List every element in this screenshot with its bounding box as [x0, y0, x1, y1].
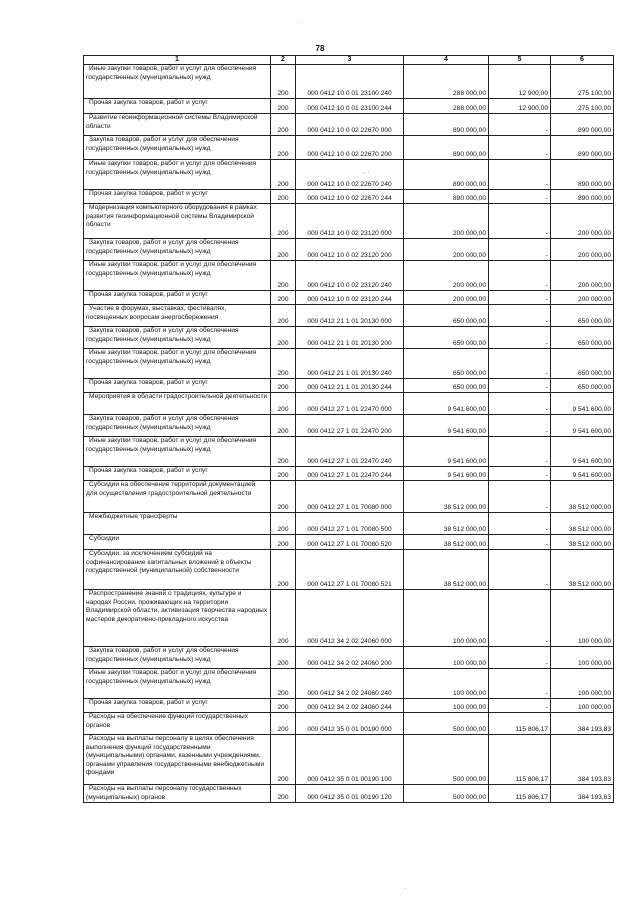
- row-name-text: Модернизация компьютерного оборудования в рамках развития геоинформационной системы Владимирской области: [86, 204, 257, 229]
- row-name-cell: [84, 415, 271, 437]
- row-kbk-cell: 000 0412 35 0 01 00190 100: [296, 735, 404, 785]
- row-code-cell: 200: [271, 305, 296, 327]
- table-row: [84, 305, 614, 327]
- row-name-cell: [84, 467, 271, 481]
- row-name-text: Иные закупки товаров, работ и услуг для обеспечения государственных (муниципальных) нужд: [86, 437, 257, 453]
- row-kbk-cell: 000 0412 10 0 02 23120 200: [296, 239, 404, 261]
- table-row: [84, 291, 614, 305]
- row-planned-cell: 890 000,00: [404, 136, 489, 160]
- row-planned-cell: 38 512 000,00: [404, 535, 489, 550]
- row-name-cell: [84, 190, 271, 204]
- row-kbk-cell: 000 0412 34 2 02 24060 000: [296, 590, 404, 647]
- row-remaining-cell: 650 000,00: [551, 349, 614, 379]
- row-kbk-cell: 000 0412 27 1 01 22470 244: [296, 467, 404, 481]
- row-kbk-cell: 000 0412 27 1 01 22470 200: [296, 415, 404, 437]
- row-planned-cell: 890 000,00: [404, 114, 489, 136]
- column-header: 4: [404, 56, 489, 65]
- row-remaining-cell: 384 193,83: [551, 735, 614, 785]
- row-remaining-cell: 200 000,00: [551, 261, 614, 291]
- scan-artifact: · ·: [296, 20, 302, 26]
- row-kbk-cell: 000 0412 10 0 02 23120 000: [296, 204, 404, 239]
- row-name-cell: [84, 261, 271, 291]
- table-row: [84, 204, 614, 239]
- row-executed-cell: -: [489, 415, 551, 437]
- row-remaining-cell: 275 100,00: [551, 99, 614, 114]
- row-planned-cell: 200 000,00: [404, 291, 489, 305]
- row-executed-cell: -: [489, 305, 551, 327]
- row-name-cell: [84, 669, 271, 699]
- row-name-text: Иные закупки товаров, работ и услуг для обеспечения государственных (муниципальных) нужд: [86, 261, 257, 277]
- row-name-text: Расходы на обеспечение функций государственных органов: [86, 713, 249, 729]
- row-planned-cell: 650 000,00: [404, 379, 489, 393]
- row-kbk-cell: 000 0412 27 1 01 70080 520: [296, 535, 404, 550]
- row-name-cell: [84, 513, 271, 535]
- row-kbk-cell: 000 0412 21 1 01 20130 000: [296, 305, 404, 327]
- row-code-cell: 200: [271, 160, 296, 190]
- row-name-cell: [84, 99, 271, 114]
- row-kbk-cell: 000 0412 35 0 01 00190 000: [296, 713, 404, 735]
- row-remaining-cell: 384 193,83: [551, 785, 614, 803]
- row-remaining-cell: 890 000,00: [551, 160, 614, 190]
- table-row: [84, 349, 614, 379]
- row-code-cell: 200: [271, 349, 296, 379]
- row-remaining-cell: 38 512 000,00: [551, 535, 614, 550]
- row-code-cell: 200: [271, 379, 296, 393]
- row-name-text: Субсидии на обеспечение территорий документацией для осуществления градостроительной деятельности: [86, 481, 256, 497]
- table-row: [84, 669, 614, 699]
- row-kbk-cell: 000 0412 10 0 01 23100 244: [296, 99, 404, 114]
- row-executed-cell: -: [489, 239, 551, 261]
- table-body: [84, 65, 614, 803]
- row-code-cell: 200: [271, 785, 296, 803]
- row-kbk-cell: 000 0412 35 0 01 00190 120: [296, 785, 404, 803]
- row-remaining-cell: 38 512 000,00: [551, 513, 614, 535]
- row-executed-cell: -: [489, 204, 551, 239]
- row-kbk-cell: 000 0412 10 0 02 23120 244: [296, 291, 404, 305]
- row-name-text: Закупка товаров, работ и услуг для обеспечения государственных (муниципальных) нужд: [86, 647, 239, 663]
- row-code-cell: 200: [271, 65, 296, 99]
- budget-table: [83, 55, 614, 803]
- row-name-cell: [84, 481, 271, 513]
- row-executed-cell: 115 806,17: [489, 785, 551, 803]
- row-kbk-cell: 000 0412 27 1 01 22470 240: [296, 437, 404, 467]
- row-code-cell: 200: [271, 590, 296, 647]
- table-row: [84, 437, 614, 467]
- row-code-cell: 200: [271, 713, 296, 735]
- table-row: [84, 467, 614, 481]
- row-code-cell: 200: [271, 550, 296, 590]
- row-name-cell: [84, 65, 271, 99]
- row-remaining-cell: 650 000,00: [551, 327, 614, 349]
- row-name-text: Иные закупки товаров, работ и услуг для обеспечения государственных (муниципальных) нужд: [86, 349, 257, 365]
- row-planned-cell: 200 000,00: [404, 204, 489, 239]
- row-planned-cell: 500 000,00: [404, 735, 489, 785]
- row-executed-cell: -: [489, 513, 551, 535]
- row-planned-cell: 200 000,00: [404, 261, 489, 291]
- row-executed-cell: -: [489, 699, 551, 713]
- column-header: 6: [551, 56, 614, 65]
- column-header: 2: [271, 56, 296, 65]
- row-planned-cell: 288 000,00: [404, 99, 489, 114]
- row-name-cell: [84, 590, 271, 647]
- row-name-text: Субсидии: [89, 535, 120, 543]
- table-row: [84, 379, 614, 393]
- scan-artifact: ·. ·: [362, 170, 370, 176]
- table-row: [84, 513, 614, 535]
- row-remaining-cell: 9 541 600,00: [551, 415, 614, 437]
- row-remaining-cell: 9 541 600,00: [551, 437, 614, 467]
- row-code-cell: 200: [271, 647, 296, 669]
- row-name-text: Иные закупки товаров, работ и услуг для обеспечения государственных (муниципальных) нужд: [86, 65, 257, 81]
- row-name-text: Иные закупки товаров, работ и услуг для обеспечения государственных (муниципальных) нужд: [86, 669, 257, 685]
- page-number: 78: [315, 44, 325, 53]
- table-row: [84, 647, 614, 669]
- row-name-cell: [84, 735, 271, 785]
- row-name-cell: [84, 136, 271, 160]
- row-remaining-cell: 384 193,83: [551, 713, 614, 735]
- row-kbk-cell: 000 0412 10 0 02 23120 240: [296, 261, 404, 291]
- row-name-text: Закупка товаров, работ и услуг для обеспечения государственных (муниципальных) нужд: [86, 239, 239, 255]
- table-row: [84, 590, 614, 647]
- row-name-text: Прочая закупка товаров, работ и услуг: [89, 699, 208, 707]
- row-name-text: Развитие геоинформационной системы Владимирской области: [86, 114, 258, 130]
- column-header: 1: [84, 56, 271, 65]
- row-executed-cell: -: [489, 261, 551, 291]
- row-kbk-cell: 000 0412 21 1 01 20130 244: [296, 379, 404, 393]
- row-planned-cell: 38 512 000,00: [404, 513, 489, 535]
- row-kbk-cell: 000 0412 27 1 01 70080 000: [296, 481, 404, 513]
- row-planned-cell: 650 000,00: [404, 349, 489, 379]
- row-name-cell: [84, 713, 271, 735]
- scan-artifact: ·: [404, 886, 406, 892]
- row-remaining-cell: 890 000,00: [551, 136, 614, 160]
- row-name-text: Прочая закупка товаров, работ и услуг: [89, 99, 208, 107]
- row-code-cell: 200: [271, 535, 296, 550]
- row-executed-cell: -: [489, 327, 551, 349]
- row-remaining-cell: 9 541 600,00: [551, 393, 614, 415]
- row-remaining-cell: 275 100,00: [551, 65, 614, 99]
- row-name-text: Субсидии, за исключением субсидий на софинансирование капитальных вложений в объекты государственной (муниципальной) собственности: [86, 550, 252, 575]
- row-code-cell: 200: [271, 415, 296, 437]
- table-row: [84, 190, 614, 204]
- row-name-cell: [84, 291, 271, 305]
- row-executed-cell: -: [489, 136, 551, 160]
- table-row: [84, 99, 614, 114]
- row-remaining-cell: 38 512 000,00: [551, 481, 614, 513]
- table-row: [84, 481, 614, 513]
- row-code-cell: 200: [271, 735, 296, 785]
- row-remaining-cell: 200 000,00: [551, 239, 614, 261]
- table-row: [84, 327, 614, 349]
- row-kbk-cell: 000 0412 21 1 01 20130 200: [296, 327, 404, 349]
- row-planned-cell: 100 000,00: [404, 590, 489, 647]
- row-code-cell: 200: [271, 327, 296, 349]
- row-code-cell: 200: [271, 190, 296, 204]
- row-planned-cell: 288 000,00: [404, 65, 489, 99]
- row-code-cell: 200: [271, 114, 296, 136]
- row-planned-cell: 38 512 000,00: [404, 550, 489, 590]
- row-name-text: Закупка товаров, работ и услуг для обеспечения государственных (муниципальных) нужд: [86, 136, 239, 152]
- row-executed-cell: -: [489, 481, 551, 513]
- row-planned-cell: 650 000,00: [404, 305, 489, 327]
- row-code-cell: 200: [271, 393, 296, 415]
- row-name-text: Прочая закупка товаров, работ и услуг: [89, 379, 208, 387]
- row-code-cell: 200: [271, 291, 296, 305]
- row-name-text: Прочая закупка товаров, работ и услуг: [89, 467, 208, 475]
- row-planned-cell: 9 541 600,00: [404, 437, 489, 467]
- table-row: [84, 393, 614, 415]
- row-planned-cell: 100 000,00: [404, 669, 489, 699]
- row-executed-cell: -: [489, 647, 551, 669]
- row-executed-cell: -: [489, 535, 551, 550]
- row-name-text: Участие в форумах, выставках, фестивалях, посвященных вопросам энергосбережения: [86, 305, 227, 321]
- row-remaining-cell: 38 512 000,00: [551, 550, 614, 590]
- row-remaining-cell: 650 000,00: [551, 305, 614, 327]
- row-executed-cell: -: [489, 291, 551, 305]
- row-code-cell: 200: [271, 467, 296, 481]
- row-name-cell: [84, 437, 271, 467]
- row-remaining-cell: 200 000,00: [551, 204, 614, 239]
- row-executed-cell: -: [489, 550, 551, 590]
- row-executed-cell: -: [489, 590, 551, 647]
- row-kbk-cell: 000 0412 34 2 02 24060 200: [296, 647, 404, 669]
- row-name-cell: [84, 647, 271, 669]
- row-name-text: Мероприятия в области градостроительной деятельности: [89, 393, 268, 401]
- table-row: [84, 136, 614, 160]
- row-remaining-cell: 650 000,00: [551, 379, 614, 393]
- row-remaining-cell: 890 000,00: [551, 114, 614, 136]
- row-name-text: Закупка товаров, работ и услуг для обеспечения государственных (муниципальных) нужд: [86, 327, 239, 343]
- row-planned-cell: 9 541 600,00: [404, 415, 489, 437]
- row-executed-cell: 115 806,17: [489, 713, 551, 735]
- row-remaining-cell: 100 000,00: [551, 590, 614, 647]
- row-executed-cell: -: [489, 114, 551, 136]
- row-name-text: Иные закупки товаров, работ и услуг для обеспечения государственных (муниципальных) нужд: [86, 160, 257, 176]
- table-row: [84, 261, 614, 291]
- table-row: [84, 239, 614, 261]
- row-remaining-cell: 100 000,00: [551, 669, 614, 699]
- table-row: [84, 699, 614, 713]
- row-name-text: Расходы на выплаты персоналу в целях обеспечения выполнения функций государственными (муниципальными) органами, казенными учреждениями, органами управления государственными внебюджетными фондами: [86, 735, 265, 777]
- row-executed-cell: -: [489, 349, 551, 379]
- row-remaining-cell: 100 000,00: [551, 699, 614, 713]
- row-name-cell: [84, 327, 271, 349]
- row-planned-cell: 890 000,00: [404, 160, 489, 190]
- column-header: 5: [489, 56, 551, 65]
- row-planned-cell: 100 000,00: [404, 647, 489, 669]
- row-executed-cell: -: [489, 160, 551, 190]
- row-name-text: Распространение знаний о традициях, культуре и народах России, проживающих на территории Владимирской области, активизация творчества народных мастеров декоративно-прикладного искусства: [86, 590, 268, 623]
- row-code-cell: 200: [271, 481, 296, 513]
- row-executed-cell: -: [489, 393, 551, 415]
- row-name-text: Межбюджетные трансферты: [89, 513, 178, 521]
- table-row: [84, 785, 614, 803]
- row-name-text: Прочая закупка товаров, работ и услуг: [89, 291, 208, 299]
- row-name-cell: [84, 239, 271, 261]
- row-kbk-cell: 000 0412 10 0 02 22670 240: [296, 160, 404, 190]
- row-name-cell: [84, 785, 271, 803]
- row-name-cell: [84, 305, 271, 327]
- row-name-cell: [84, 379, 271, 393]
- row-planned-cell: 38 512 000,00: [404, 481, 489, 513]
- row-code-cell: 200: [271, 204, 296, 239]
- row-planned-cell: 650 000,00: [404, 327, 489, 349]
- row-remaining-cell: 9 541 600,00: [551, 467, 614, 481]
- row-code-cell: 200: [271, 239, 296, 261]
- row-kbk-cell: 000 0412 10 0 02 22670 000: [296, 114, 404, 136]
- column-header: 3: [296, 56, 404, 65]
- row-code-cell: 200: [271, 699, 296, 713]
- table-row: [84, 114, 614, 136]
- row-executed-cell: 12 900,00: [489, 65, 551, 99]
- row-code-cell: 200: [271, 513, 296, 535]
- row-name-text: Расходы на выплаты персоналу государственных (муниципальных) органов: [86, 785, 242, 801]
- row-kbk-cell: 000 0412 27 1 01 70080 521: [296, 550, 404, 590]
- row-code-cell: 200: [271, 136, 296, 160]
- row-kbk-cell: 000 0412 21 1 01 20130 240: [296, 349, 404, 379]
- row-name-cell: [84, 393, 271, 415]
- table-row: [84, 160, 614, 190]
- row-code-cell: 200: [271, 669, 296, 699]
- table-row: [84, 415, 614, 437]
- row-planned-cell: 200 000,00: [404, 239, 489, 261]
- row-code-cell: 200: [271, 261, 296, 291]
- row-executed-cell: -: [489, 190, 551, 204]
- row-kbk-cell: 000 0412 10 0 01 23100 240: [296, 65, 404, 99]
- row-code-cell: 200: [271, 437, 296, 467]
- row-kbk-cell: 000 0412 27 1 01 70080 500: [296, 513, 404, 535]
- row-name-cell: [84, 114, 271, 136]
- row-name-text: Закупка товаров, работ и услуг для обеспечения государственных (муниципальных) нужд: [86, 415, 239, 431]
- row-kbk-cell: 000 0412 34 2 02 24060 240: [296, 669, 404, 699]
- row-name-cell: [84, 535, 271, 550]
- row-planned-cell: 9 541 600,00: [404, 467, 489, 481]
- row-name-cell: [84, 550, 271, 590]
- row-executed-cell: -: [489, 669, 551, 699]
- row-planned-cell: 9 541 600,00: [404, 393, 489, 415]
- row-planned-cell: 500 000,00: [404, 713, 489, 735]
- row-kbk-cell: 000 0412 27 1 01 22470 000: [296, 393, 404, 415]
- row-planned-cell: 100 000,00: [404, 699, 489, 713]
- row-planned-cell: 500 000,00: [404, 785, 489, 803]
- row-executed-cell: 115 806,17: [489, 735, 551, 785]
- row-planned-cell: 890 000,00: [404, 190, 489, 204]
- row-name-cell: [84, 699, 271, 713]
- table-row: [84, 713, 614, 735]
- table-row: [84, 65, 614, 99]
- row-executed-cell: -: [489, 467, 551, 481]
- row-name-cell: [84, 160, 271, 190]
- row-name-cell: [84, 349, 271, 379]
- row-executed-cell: 12 900,00: [489, 99, 551, 114]
- table-header-row: [84, 56, 614, 65]
- row-remaining-cell: 890 000,00: [551, 190, 614, 204]
- row-kbk-cell: 000 0412 10 0 02 22670 200: [296, 136, 404, 160]
- row-kbk-cell: 000 0412 10 0 02 22670 244: [296, 190, 404, 204]
- row-executed-cell: -: [489, 379, 551, 393]
- table-row: [84, 535, 614, 550]
- row-name-text: Прочая закупка товаров, работ и услуг: [89, 190, 208, 198]
- row-executed-cell: -: [489, 437, 551, 467]
- row-kbk-cell: 000 0412 34 2 02 24060 244: [296, 699, 404, 713]
- table-row: [84, 550, 614, 590]
- row-remaining-cell: 200 000,00: [551, 291, 614, 305]
- table-row: [84, 735, 614, 785]
- row-code-cell: 200: [271, 99, 296, 114]
- row-name-cell: [84, 204, 271, 239]
- row-remaining-cell: 100 000,00: [551, 647, 614, 669]
